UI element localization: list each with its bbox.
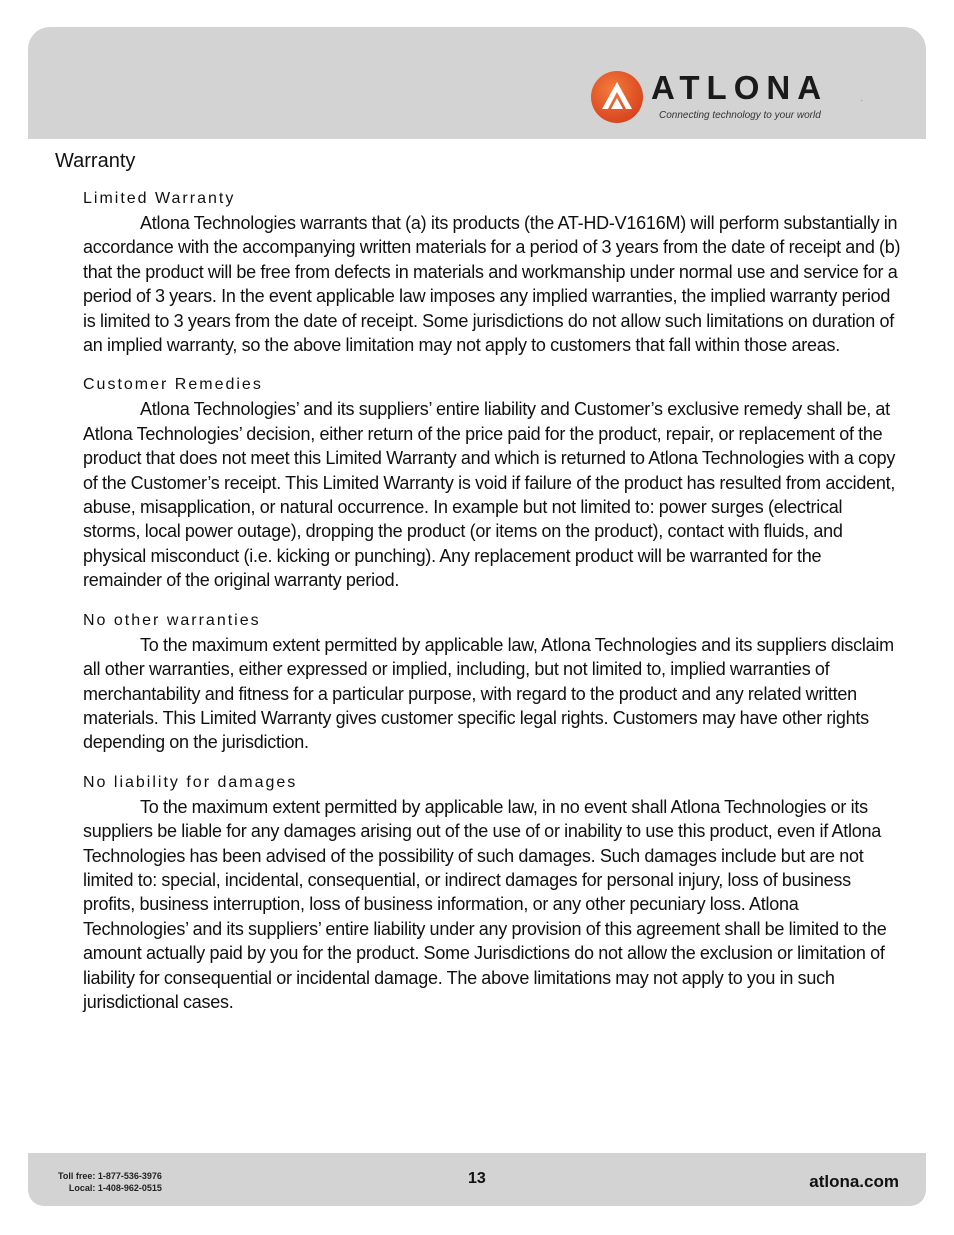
local-number: Local: 1-408-962-0515 xyxy=(68,1183,162,1193)
section-body: To the maximum extent permitted by applicable law, Atlona Technologies and its suppliers disclaim all other warranties, either expressed or implied, including, but not limited to, implied warranties of merchantability and fitness for a particular purpose, with regard to the product and any related written materials. This Limited Warranty gives customer specific legal rights. Customers may have other rights depending on the jurisdiction. xyxy=(83,634,894,753)
section-no-other-warranties xyxy=(83,609,903,755)
brand-tagline: Connecting technology to your world xyxy=(659,110,821,121)
section-body: Atlona Technologies’ and its suppliers’ entire liability and Customer’s exclusive remedy shall be, at Atlona Technologies’ decision, either return of the price paid for the product, repair, or replacement of the product that does not meet this Limited Warranty and which is returned to Atlona Technologies with a copy of the Customer’s receipt. This Limited Warranty is void if failure of the product has resulted from accident, abuse, misapplication, or natural occurrence. In example but not limited to: power surges (electrical storms, local power outage), dropping the product (or items on the product), contact with fluids, and physical misconduct (i.e. kicking or punching). Any replacement product will be warranted for the remainder of the original warranty period. xyxy=(83,399,896,591)
section-body: To the maximum extent permitted by applicable law, in no event shall Atlona Technologies or its suppliers be liable for any damages arising out of the use of or inability to use this product, even if Atlona Technologies has been advised of the possibility of such damages. Such damages include but are not limited to: special, incidental, consequential, or indirect damages for personal injury, loss of business profits, business interruption, loss of business information, or any other pecuniary loss. Atlona Technologies’ and its suppliers’ entire liability under any provision of this agreement shall be limited to the amount actually paid by you for the product. Some Jurisdictions do not allow the exclusion or limitation of liability for consequential or incidental damage. The above limitations may not apply to you in such jurisdictional cases. xyxy=(83,796,887,1012)
section-customer-remedies xyxy=(83,373,903,592)
section-title: No liability for damages xyxy=(83,773,298,791)
atlona-logo-icon xyxy=(589,69,645,125)
brand-trademark: . xyxy=(861,97,863,103)
section-title: Customer Remedies xyxy=(83,376,263,394)
warranty-content xyxy=(83,187,903,1030)
section-title: No other warranties xyxy=(83,611,261,629)
contact-info xyxy=(58,1170,162,1194)
atlona-logo xyxy=(589,69,879,125)
brand-name: ATLONA xyxy=(651,69,829,106)
section-title: Limited Warranty xyxy=(83,190,236,207)
page-number: 13 xyxy=(468,1170,486,1187)
website-link[interactable]: atlona.com xyxy=(809,1172,899,1191)
section-limited-warranty xyxy=(83,187,903,357)
page-footer xyxy=(28,1153,926,1206)
toll-free-number: Toll free: 1-877-536-3976 xyxy=(58,1171,162,1181)
section-no-liability xyxy=(83,771,903,1015)
section-body: Atlona Technologies warrants that (a) its products (the AT-HD-V1616M) will perform substantially in accordance with the accompanying written materials for a period of 3 years from the date of receipt and (b) that the product will be free from defects in materials and workmanship under normal use and service for a period of 3 years. In the event applicable law imposes any implied warranties, the implied warranty period is limited to 3 years from the date of receipt. Some jurisdictions do not allow such limitations on duration of an implied warranty, so the above limitation may not apply to customers that fall within those areas. xyxy=(83,213,901,356)
page-title: Warranty xyxy=(55,150,136,172)
